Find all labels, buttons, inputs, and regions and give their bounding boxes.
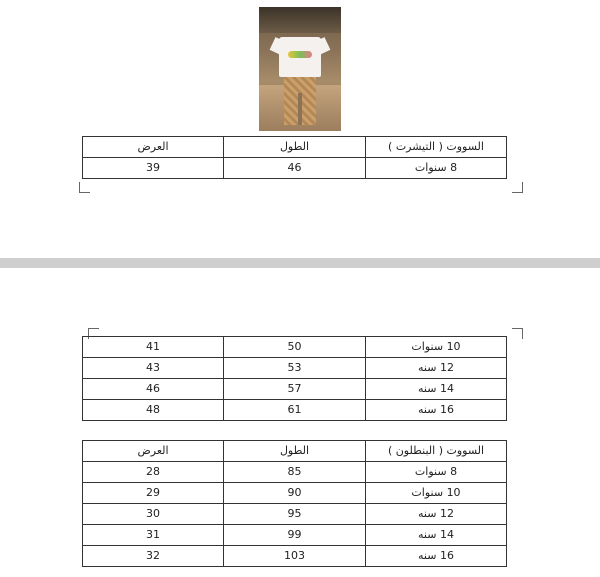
cell-width: 32	[83, 546, 224, 567]
table-row	[83, 400, 507, 421]
page-margin-corner	[512, 328, 523, 339]
table-row	[83, 358, 507, 379]
cell-length: 53	[224, 358, 366, 379]
cell-width: 31	[83, 525, 224, 546]
shirt-size-table-continued	[82, 336, 507, 421]
cell-length: 103	[224, 546, 366, 567]
table-row	[83, 525, 507, 546]
header-width: العرض	[83, 137, 224, 158]
cell-size: 10 سنوات	[366, 337, 507, 358]
cell-size: 12 سنه	[366, 504, 507, 525]
header-size: السووت ( البنطلون )	[366, 441, 507, 462]
cell-size: 10 سنوات	[366, 483, 507, 504]
page-break	[0, 258, 600, 268]
cell-length: 99	[224, 525, 366, 546]
page-margin-corner	[512, 182, 523, 193]
cell-length: 46	[224, 158, 366, 179]
cell-length: 95	[224, 504, 366, 525]
table-row	[83, 546, 507, 567]
table-header-row	[83, 441, 507, 462]
cell-width: 41	[83, 337, 224, 358]
table-row	[83, 379, 507, 400]
cell-size: 16 سنه	[366, 400, 507, 421]
cell-width: 30	[83, 504, 224, 525]
cell-width: 28	[83, 462, 224, 483]
cell-width: 43	[83, 358, 224, 379]
cell-size: 16 سنه	[366, 546, 507, 567]
header-length: الطول	[224, 441, 366, 462]
cell-size: 8 سنوات	[366, 462, 507, 483]
cell-length: 50	[224, 337, 366, 358]
cell-width: 29	[83, 483, 224, 504]
cell-size: 8 سنوات	[366, 158, 507, 179]
table-row	[83, 483, 507, 504]
table-row	[83, 462, 507, 483]
pants-size-table	[82, 440, 507, 567]
cell-width: 46	[83, 379, 224, 400]
cell-size: 14 سنه	[366, 525, 507, 546]
table-row	[83, 337, 507, 358]
photo-shirt-print	[288, 51, 312, 58]
header-length: الطول	[224, 137, 366, 158]
cell-width: 39	[83, 158, 224, 179]
cell-size: 12 سنه	[366, 358, 507, 379]
cell-length: 90	[224, 483, 366, 504]
cell-length: 57	[224, 379, 366, 400]
photo-ceiling	[259, 7, 341, 33]
table-header-row	[83, 137, 507, 158]
table-row	[83, 504, 507, 525]
header-size: السووت ( التيشرت )	[366, 137, 507, 158]
cell-size: 14 سنه	[366, 379, 507, 400]
outfit-photo	[259, 7, 341, 131]
page-margin-corner	[79, 182, 90, 193]
header-width: العرض	[83, 441, 224, 462]
table-row	[83, 158, 507, 179]
shirt-size-table	[82, 136, 507, 179]
cell-width: 48	[83, 400, 224, 421]
cell-length: 61	[224, 400, 366, 421]
photo-pants-gap	[298, 93, 302, 125]
cell-length: 85	[224, 462, 366, 483]
